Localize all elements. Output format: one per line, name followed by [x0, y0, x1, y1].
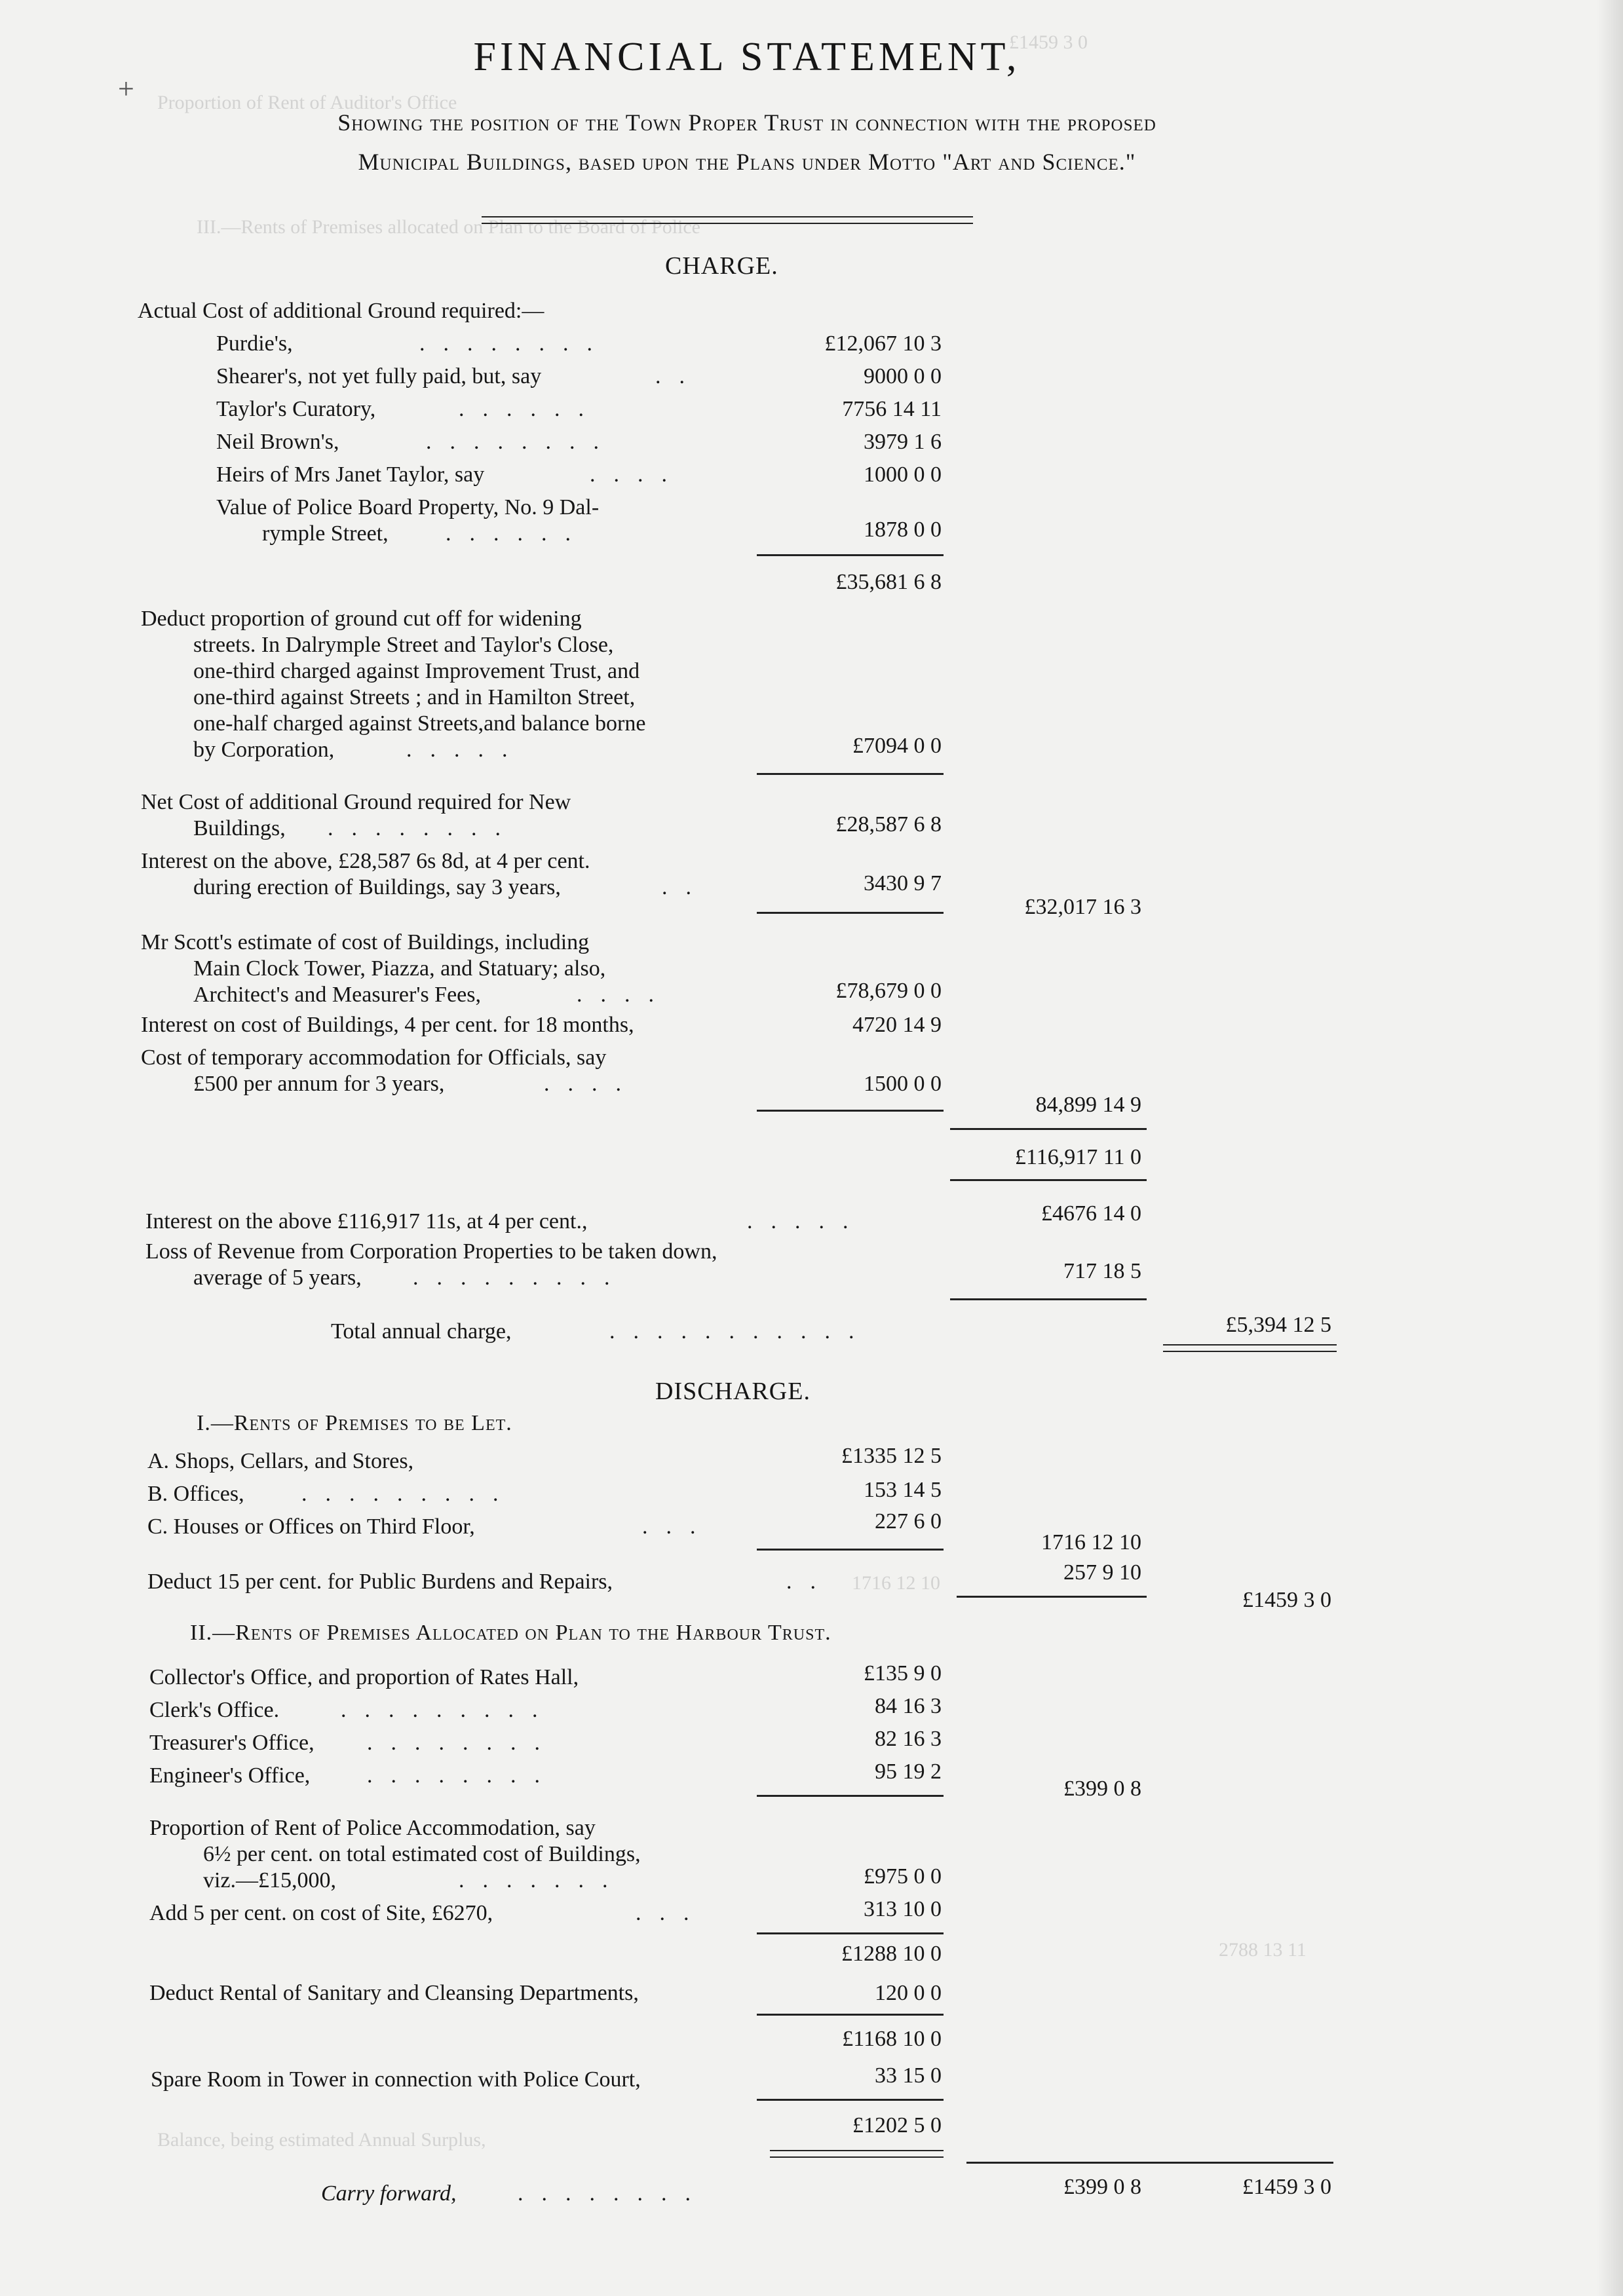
leader-dots: ........	[426, 430, 617, 454]
net-cost-text: Buildings,	[193, 816, 286, 840]
deduct-text: Deduct proportion of ground cut off for widening	[141, 607, 582, 631]
sec1-net-amount: £1459 3 0	[1242, 1588, 1331, 1612]
ground-item-label: Purdie's,	[216, 331, 293, 356]
page-subtitle: Showing the position of the Town Proper Trust in connection with the proposed	[337, 109, 1156, 136]
scott-text: Architect's and Measurer's Fees,	[193, 983, 481, 1007]
ground-item-label: Heirs of Mrs Janet Taylor, say	[216, 462, 485, 487]
ground-item-label: Taylor's Curatory,	[216, 397, 376, 421]
interest-total-text: Interest on the above £116,917 11s, at 4 per cent.,	[145, 1209, 588, 1233]
deduct-text: one-half charged against Streets,and balance borne	[193, 711, 646, 736]
sum-rule	[757, 1795, 944, 1797]
police-subtotal: £1288 10 0	[841, 1942, 942, 1966]
ground-intro: Actual Cost of additional Ground required:—	[138, 299, 544, 323]
sum-rule	[950, 1128, 1147, 1130]
discharge-heading: DISCHARGE.	[655, 1378, 811, 1405]
interest-ground-text: Interest on the above, £28,587 6s 8d, at 4 per cent.	[141, 849, 590, 873]
sum-rule	[957, 1596, 1147, 1598]
scott-text: Main Clock Tower, Piazza, and Statuary; also,	[193, 956, 606, 981]
sum-rule	[757, 554, 944, 556]
ground-item-amount: 1000 0 0	[864, 462, 942, 487]
spare-room-label: Spare Room in Tower in connection with Police Court,	[151, 2067, 641, 2092]
scott-amount: £78,679 0 0	[835, 979, 942, 1003]
leader-dots: ........	[419, 331, 611, 356]
title-double-rule	[482, 216, 973, 224]
sec1-deduct-amount: 257 9 10	[1063, 1560, 1141, 1585]
bleed-through: Balance, being estimated Annual Surplus,	[157, 2129, 486, 2151]
sum-rule	[757, 1110, 944, 1112]
ground-section-total: £32,017 16 3	[1024, 895, 1141, 919]
leader-dots: ...	[636, 1901, 708, 1925]
leader-dots: .....	[406, 738, 526, 762]
charge-heading: CHARGE.	[665, 252, 778, 280]
leader-dots: .....	[747, 1209, 867, 1233]
police-text: 6½ per cent. on total estimated cost of Buildings,	[203, 1842, 641, 1866]
harbour-total: £399 0 8	[1063, 1777, 1141, 1801]
sanitary-amount: 120 0 0	[875, 1981, 942, 2005]
annual-charge-amount: £5,394 12 5	[1225, 1313, 1331, 1337]
leader-dots: .........	[413, 1266, 628, 1290]
net-cost-text: Net Cost of additional Ground required for New	[141, 790, 571, 814]
loss-text: average of 5 years,	[193, 1266, 362, 1290]
leader-dots: ....	[590, 462, 685, 487]
police-total: £1202 5 0	[852, 2113, 942, 2137]
rent-item-label: B. Offices,	[147, 1482, 244, 1506]
harbour-item-label: Engineer's Office,	[149, 1763, 311, 1788]
after-sanitary-amount: £1168 10 0	[842, 2027, 942, 2051]
sum-rule	[757, 912, 944, 914]
page-edge-shadow	[1597, 0, 1623, 2296]
carry-forward-label: Carry forward,	[321, 2181, 457, 2206]
buildings-total: 84,899 14 9	[1035, 1093, 1141, 1117]
sec1-deduct-label: Deduct 15 per cent. for Public Burdens and Repairs,	[147, 1570, 613, 1594]
deduct-text: by Corporation,	[193, 738, 335, 762]
leader-dots: ..	[662, 875, 710, 899]
leader-dots: ......	[459, 397, 602, 421]
ground-item-amount: 9000 0 0	[864, 364, 942, 388]
sum-rule	[950, 1298, 1147, 1300]
deduct-text: streets. In Dalrymple Street and Taylor's Close,	[193, 633, 614, 657]
grand-total: £116,917 11 0	[1015, 1145, 1141, 1169]
police-text: Proportion of Rent of Police Accommodation, say	[149, 1816, 596, 1840]
annual-charge-label: Total annual charge,	[331, 1319, 512, 1344]
carry-forward-amount: £1459 3 0	[1242, 2175, 1331, 2199]
interest-ground-text: during erection of Buildings, say 3 years,	[193, 875, 561, 899]
bleed-through: 2788 13 11	[1219, 1939, 1307, 1961]
harbour-item-label: Clerk's Office.	[149, 1698, 280, 1722]
harbour-item-amount: 82 16 3	[875, 1727, 942, 1751]
leader-dots: .........	[301, 1482, 517, 1506]
margin-mark: +	[118, 73, 134, 105]
sum-rule	[757, 773, 944, 775]
sum-rule	[757, 1549, 944, 1551]
deduct-text: one-third charged against Improvement Trust, and	[193, 659, 640, 683]
ground-item-label: rymple Street,	[262, 521, 389, 546]
police-text: viz.—£15,000,	[203, 1868, 337, 1892]
harbour-item-amount: 95 19 2	[875, 1760, 942, 1784]
page-subtitle: Municipal Buildings, based upon the Plans under Motto "Art and Science."	[358, 149, 1136, 175]
ground-item-amount: 3979 1 6	[864, 430, 942, 454]
police-amount: £975 0 0	[864, 1864, 942, 1889]
temp-amount: 1500 0 0	[864, 1072, 942, 1096]
sum-rule	[757, 1932, 944, 1934]
loss-text: Loss of Revenue from Corporation Properties to be taken down,	[145, 1239, 717, 1264]
leader-dots: ..	[786, 1570, 834, 1594]
deduct-amount: £7094 0 0	[852, 734, 942, 758]
temp-text: Cost of temporary accommodation for Officials, say	[141, 1045, 607, 1070]
bleed-through: Proportion of Rent of Auditor's Office	[157, 92, 457, 113]
loss-amount: 717 18 5	[1063, 1259, 1141, 1283]
leader-dots: ...	[642, 1515, 714, 1539]
rent-item-amount: 153 14 5	[864, 1478, 942, 1502]
sum-rule	[757, 2014, 944, 2016]
leader-dots: ...........	[609, 1319, 873, 1344]
total-double-rule	[1163, 1344, 1337, 1352]
interest-total-amount: £4676 14 0	[1041, 1201, 1141, 1226]
spare-room-amount: 33 15 0	[875, 2063, 942, 2088]
scott-text: Mr Scott's estimate of cost of Buildings, including	[141, 930, 590, 954]
sum-rule	[950, 1179, 1147, 1181]
ground-item-label: Neil Brown's,	[216, 430, 339, 454]
total-double-rule	[770, 2150, 944, 2158]
ground-item-amount: 7756 14 11	[842, 397, 942, 421]
interest-ground-amount: 3430 9 7	[864, 871, 942, 895]
leader-dots: ........	[328, 816, 519, 840]
net-cost-amount: £28,587 6 8	[835, 812, 942, 837]
leader-dots: ..	[655, 364, 703, 388]
ground-item-label: Value of Police Board Property, No. 9 Dal-	[216, 495, 600, 519]
sum-rule	[966, 2162, 1333, 2164]
bleed-through: £1459 3 0	[1009, 31, 1088, 53]
ground-item-label: Shearer's, not yet fully paid, but, say	[216, 364, 542, 388]
section-heading: II.—Rents of Premises Allocated on Plan to the Harbour Trust.	[190, 1621, 831, 1645]
ground-item-amount: 1878 0 0	[864, 518, 942, 542]
leader-dots: ....	[577, 983, 672, 1007]
harbour-item-amount: £135 9 0	[864, 1661, 942, 1685]
site-amount: 313 10 0	[864, 1897, 942, 1921]
leader-dots: ....	[544, 1072, 640, 1096]
section-heading: I.—Rents of Premises to be Let.	[197, 1411, 512, 1435]
carry-forward-amount: £399 0 8	[1063, 2175, 1141, 2199]
sec1-subtotal: 1716 12 10	[1041, 1530, 1141, 1554]
leader-dots: .........	[341, 1698, 556, 1722]
page-title: FINANCIAL STATEMENT,	[473, 35, 1021, 79]
leader-dots: ........	[518, 2181, 709, 2206]
harbour-item-amount: 84 16 3	[875, 1694, 942, 1718]
leader-dots: .......	[459, 1868, 626, 1892]
bleed-through: III.—Rents of Premises allocated on Plan to the Board of Police	[197, 216, 700, 238]
deduct-text: one-third against Streets ; and in Hamilton Street,	[193, 685, 636, 709]
sum-rule	[757, 2099, 944, 2101]
rent-item-label: A. Shops, Cellars, and Stores,	[147, 1449, 414, 1473]
sanitary-label: Deduct Rental of Sanitary and Cleansing Departments,	[149, 1981, 639, 2005]
rent-item-amount: £1335 12 5	[841, 1444, 942, 1468]
ground-total: £35,681 6 8	[835, 570, 942, 594]
ground-item-amount: £12,067 10 3	[824, 331, 942, 356]
temp-text: £500 per annum for 3 years,	[193, 1072, 445, 1096]
interest-buildings-text: Interest on cost of Buildings, 4 per cent. for 18 months,	[141, 1013, 634, 1037]
rent-item-amount: 227 6 0	[875, 1509, 942, 1534]
leader-dots: ........	[367, 1731, 558, 1755]
site-label: Add 5 per cent. on cost of Site, £6270,	[149, 1901, 493, 1925]
bleed-through: 1716 12 10	[852, 1572, 940, 1594]
rent-item-label: C. Houses or Offices on Third Floor,	[147, 1515, 475, 1539]
leader-dots: ......	[446, 521, 589, 546]
leader-dots: ........	[367, 1763, 558, 1788]
harbour-item-label: Collector's Office, and proportion of Rates Hall,	[149, 1665, 579, 1689]
interest-buildings-amount: 4720 14 9	[852, 1013, 942, 1037]
harbour-item-label: Treasurer's Office,	[149, 1731, 315, 1755]
